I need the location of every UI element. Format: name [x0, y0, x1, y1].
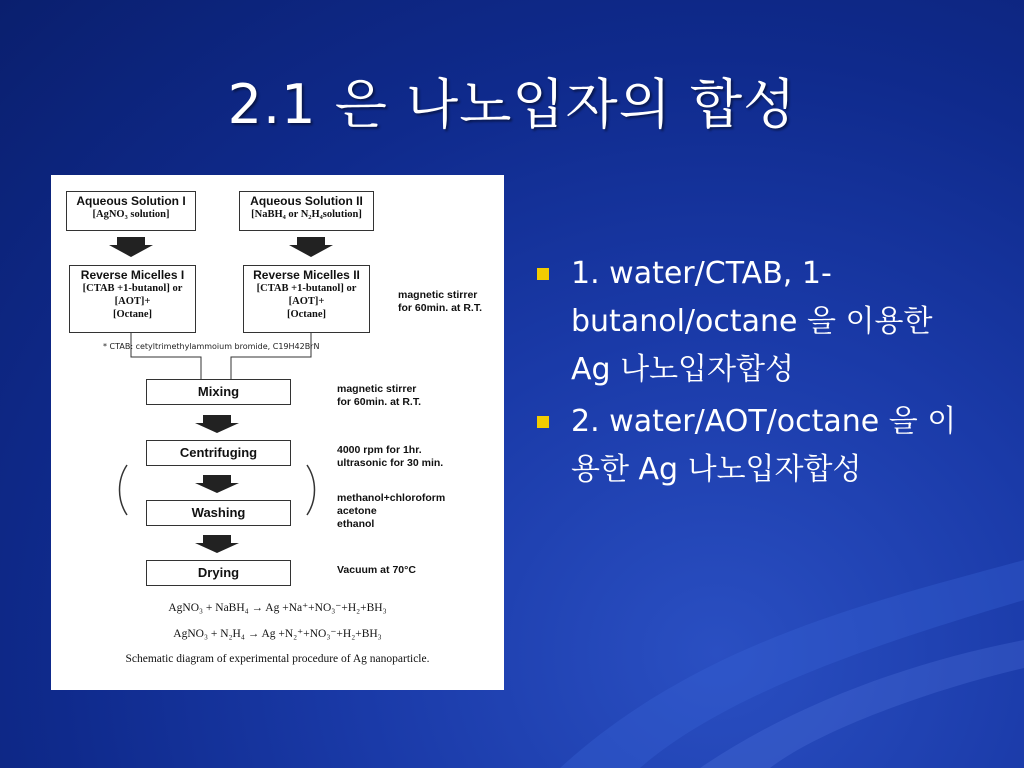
arrow-down-icon: [195, 535, 239, 553]
note-line: for 60min. at R.T.: [337, 396, 422, 408]
box-sub: [AgNO₃ solution]: [92, 209, 170, 220]
note-line: magnetic stirrer: [337, 383, 417, 395]
ctab-footnote: * CTAB: cetyltrimethylammoium bromide, C19H42BrN: [103, 342, 320, 351]
box-line: [Octane]: [112, 309, 153, 320]
note-line: methanol+chloroform: [337, 492, 446, 504]
figure-caption: Schematic diagram of experimental procedure of Ag nanoparticle.: [125, 653, 430, 665]
step-mixing: Mixing: [146, 379, 291, 405]
note-line: Vacuum at 70°C: [337, 564, 416, 576]
step-washing: Washing: [146, 500, 291, 526]
washing-note: [337, 492, 445, 531]
drying-note: [337, 564, 416, 577]
box-line: [Octane]: [286, 309, 327, 320]
reverse-micelles-2-box: [243, 265, 370, 333]
arrow-down-icon: [109, 237, 153, 257]
arrow-down-icon: [289, 237, 333, 257]
box-heading: Reverse Micelles II: [253, 268, 360, 282]
square-bullet-icon: [537, 268, 549, 280]
equation-1: AgNO₃ + NaBH₄ → Ag +Na⁺+NO₃⁻+H₂+BH₃: [168, 602, 387, 614]
mixing-note: [337, 383, 421, 409]
box-heading: Reverse Micelles I: [80, 268, 185, 282]
note-line: ultrasonic for 30 min.: [337, 457, 444, 469]
box-sub: [NaBH₄ or N₂H₄solution]: [251, 209, 362, 220]
stirrer-note: [398, 289, 482, 315]
note-line: for 60min. at R.T.: [398, 302, 483, 314]
slide-title: 2.1 은 나노입자의 합성: [227, 73, 797, 136]
bullet-text: 1. water/CTAB, 1-butanol/octane 을 이용한 Ag 나노입자합성: [571, 256, 933, 387]
box-line: [CTAB +1-butanol] or: [82, 283, 183, 294]
arrow-down-icon: [195, 415, 239, 433]
centrifuging-note: [337, 444, 443, 470]
box-line: [CTAB +1-butanol] or: [256, 283, 357, 294]
aqueous-solution-2-box: [239, 191, 374, 231]
box-heading: Aqueous Solution I: [76, 194, 186, 208]
note-line: 4000 rpm for 1hr.: [337, 444, 422, 456]
reverse-micelles-1-box: [69, 265, 196, 333]
arrow-down-icon: [195, 475, 239, 493]
square-bullet-icon: [537, 416, 549, 428]
bullet-text: 2. water/AOT/octane 을 이용한 Ag 나노입자합성: [571, 404, 957, 487]
equation-2: AgNO₃ + N₂H₄ → Ag +N₂⁺+NO₃⁻+H₂+BH₃: [173, 628, 382, 640]
step-drying: Drying: [146, 560, 291, 586]
box-line: [AOT]+: [288, 296, 325, 307]
box-heading: Aqueous Solution II: [250, 194, 363, 208]
note-line: acetone: [337, 505, 377, 517]
note-line: magnetic stirrer: [398, 289, 478, 301]
bullet-item: [535, 398, 975, 494]
procedure-diagram: [51, 175, 504, 690]
bullet-item: [535, 250, 975, 394]
box-line: [AOT]+: [114, 296, 151, 307]
step-centrifuging: Centrifuging: [146, 440, 291, 466]
bullet-list: [535, 250, 975, 498]
aqueous-solution-1-box: [66, 191, 196, 231]
note-line: ethanol: [337, 518, 375, 530]
